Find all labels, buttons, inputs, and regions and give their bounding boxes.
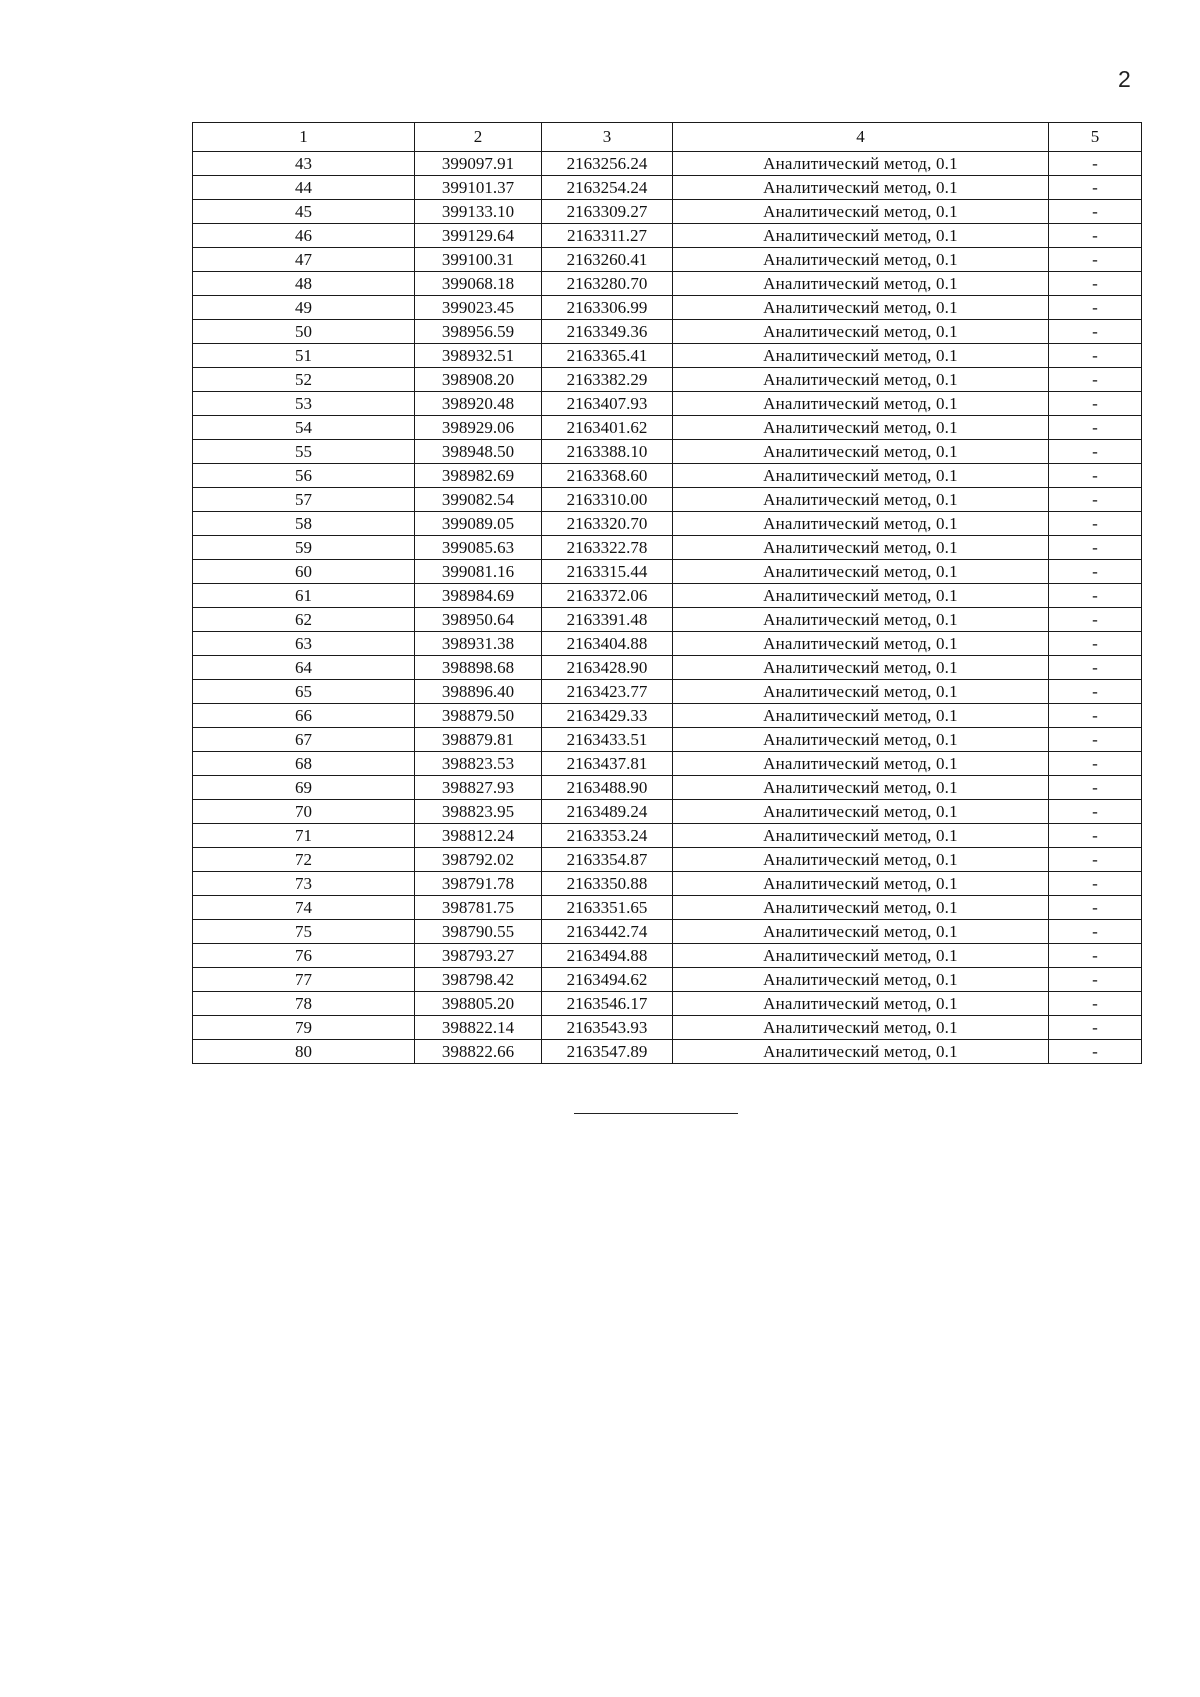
cell-x: 398956.59 (415, 320, 542, 344)
cell-method: Аналитический метод, 0.1 (673, 248, 1049, 272)
table-row (193, 512, 1142, 536)
cell-x: 398805.20 (415, 992, 542, 1016)
cell-y: 2163546.17 (542, 992, 673, 1016)
cell-point-number: 54 (193, 416, 415, 440)
cell-y: 2163350.88 (542, 872, 673, 896)
cell-description: - (1049, 728, 1142, 752)
cell-y: 2163437.81 (542, 752, 673, 776)
cell-y: 2163442.74 (542, 920, 673, 944)
cell-x: 398879.50 (415, 704, 542, 728)
table-row (193, 728, 1142, 752)
cell-x: 398791.78 (415, 872, 542, 896)
cell-method: Аналитический метод, 0.1 (673, 896, 1049, 920)
cell-x: 399068.18 (415, 272, 542, 296)
cell-method: Аналитический метод, 0.1 (673, 392, 1049, 416)
cell-method: Аналитический метод, 0.1 (673, 536, 1049, 560)
coordinates-table (192, 122, 1142, 1064)
cell-y: 2163407.93 (542, 392, 673, 416)
cell-y: 2163543.93 (542, 1016, 673, 1040)
table-row (193, 632, 1142, 656)
cell-description: - (1049, 992, 1142, 1016)
table-row (193, 560, 1142, 584)
cell-point-number: 46 (193, 224, 415, 248)
cell-method: Аналитический метод, 0.1 (673, 1016, 1049, 1040)
cell-method: Аналитический метод, 0.1 (673, 512, 1049, 536)
cell-x: 398879.81 (415, 728, 542, 752)
cell-x: 399100.31 (415, 248, 542, 272)
table-row (193, 896, 1142, 920)
cell-point-number: 72 (193, 848, 415, 872)
cell-y: 2163401.62 (542, 416, 673, 440)
cell-point-number: 53 (193, 392, 415, 416)
cell-description: - (1049, 920, 1142, 944)
table-row (193, 752, 1142, 776)
table-row (193, 1016, 1142, 1040)
cell-description: - (1049, 272, 1142, 296)
cell-x: 398790.55 (415, 920, 542, 944)
table-row (193, 920, 1142, 944)
cell-point-number: 63 (193, 632, 415, 656)
cell-description: - (1049, 584, 1142, 608)
cell-method: Аналитический метод, 0.1 (673, 656, 1049, 680)
cell-y: 2163311.27 (542, 224, 673, 248)
cell-method: Аналитический метод, 0.1 (673, 704, 1049, 728)
cell-point-number: 58 (193, 512, 415, 536)
cell-x: 398793.27 (415, 944, 542, 968)
cell-method: Аналитический метод, 0.1 (673, 680, 1049, 704)
table-row (193, 440, 1142, 464)
cell-y: 2163428.90 (542, 656, 673, 680)
table-row (193, 224, 1142, 248)
table-row (193, 152, 1142, 176)
table-row (193, 944, 1142, 968)
cell-method: Аналитический метод, 0.1 (673, 584, 1049, 608)
cell-point-number: 73 (193, 872, 415, 896)
cell-x: 399081.16 (415, 560, 542, 584)
cell-x: 398781.75 (415, 896, 542, 920)
cell-point-number: 79 (193, 1016, 415, 1040)
cell-point-number: 45 (193, 200, 415, 224)
cell-description: - (1049, 608, 1142, 632)
cell-method: Аналитический метод, 0.1 (673, 1040, 1049, 1064)
cell-y: 2163433.51 (542, 728, 673, 752)
cell-x: 399085.63 (415, 536, 542, 560)
cell-method: Аналитический метод, 0.1 (673, 728, 1049, 752)
cell-description: - (1049, 872, 1142, 896)
cell-method: Аналитический метод, 0.1 (673, 176, 1049, 200)
cell-method: Аналитический метод, 0.1 (673, 344, 1049, 368)
cell-method: Аналитический метод, 0.1 (673, 944, 1049, 968)
cell-method: Аналитический метод, 0.1 (673, 152, 1049, 176)
cell-x: 398798.42 (415, 968, 542, 992)
cell-y: 2163310.00 (542, 488, 673, 512)
cell-description: - (1049, 320, 1142, 344)
cell-x: 399101.37 (415, 176, 542, 200)
cell-description: - (1049, 1040, 1142, 1064)
cell-method: Аналитический метод, 0.1 (673, 920, 1049, 944)
cell-y: 2163354.87 (542, 848, 673, 872)
cell-method: Аналитический метод, 0.1 (673, 872, 1049, 896)
table-row (193, 584, 1142, 608)
cell-description: - (1049, 368, 1142, 392)
table-row (193, 272, 1142, 296)
cell-x: 398812.24 (415, 824, 542, 848)
cell-description: - (1049, 512, 1142, 536)
cell-point-number: 55 (193, 440, 415, 464)
cell-y: 2163382.29 (542, 368, 673, 392)
cell-description: - (1049, 896, 1142, 920)
cell-method: Аналитический метод, 0.1 (673, 368, 1049, 392)
cell-x: 399082.54 (415, 488, 542, 512)
table-row (193, 1040, 1142, 1064)
cell-x: 398929.06 (415, 416, 542, 440)
cell-method: Аналитический метод, 0.1 (673, 848, 1049, 872)
column-header-method: 4 (673, 123, 1049, 152)
table-row (193, 848, 1142, 872)
cell-description: - (1049, 656, 1142, 680)
cell-y: 2163404.88 (542, 632, 673, 656)
table-row (193, 824, 1142, 848)
cell-description: - (1049, 176, 1142, 200)
cell-x: 398948.50 (415, 440, 542, 464)
cell-y: 2163423.77 (542, 680, 673, 704)
cell-x: 399133.10 (415, 200, 542, 224)
cell-point-number: 80 (193, 1040, 415, 1064)
cell-point-number: 47 (193, 248, 415, 272)
cell-description: - (1049, 488, 1142, 512)
cell-y: 2163429.33 (542, 704, 673, 728)
table-row (193, 248, 1142, 272)
cell-y: 2163365.41 (542, 344, 673, 368)
cell-method: Аналитический метод, 0.1 (673, 800, 1049, 824)
table-row (193, 536, 1142, 560)
cell-point-number: 70 (193, 800, 415, 824)
cell-description: - (1049, 968, 1142, 992)
cell-method: Аналитический метод, 0.1 (673, 272, 1049, 296)
cell-description: - (1049, 824, 1142, 848)
table-row (193, 416, 1142, 440)
cell-y: 2163254.24 (542, 176, 673, 200)
cell-description: - (1049, 248, 1142, 272)
table-row (193, 656, 1142, 680)
cell-method: Аналитический метод, 0.1 (673, 824, 1049, 848)
cell-description: - (1049, 344, 1142, 368)
cell-point-number: 77 (193, 968, 415, 992)
cell-point-number: 51 (193, 344, 415, 368)
cell-point-number: 43 (193, 152, 415, 176)
page-number: 2 (1118, 66, 1131, 92)
cell-point-number: 69 (193, 776, 415, 800)
cell-point-number: 60 (193, 560, 415, 584)
cell-y: 2163488.90 (542, 776, 673, 800)
table-row (193, 608, 1142, 632)
cell-y: 2163351.65 (542, 896, 673, 920)
cell-description: - (1049, 752, 1142, 776)
table-row (193, 176, 1142, 200)
cell-point-number: 68 (193, 752, 415, 776)
cell-point-number: 65 (193, 680, 415, 704)
cell-x: 398896.40 (415, 680, 542, 704)
cell-y: 2163260.41 (542, 248, 673, 272)
column-header-y: 3 (542, 123, 673, 152)
cell-x: 398920.48 (415, 392, 542, 416)
cell-method: Аналитический метод, 0.1 (673, 296, 1049, 320)
cell-point-number: 61 (193, 584, 415, 608)
cell-x: 398792.02 (415, 848, 542, 872)
table-row (193, 296, 1142, 320)
cell-point-number: 64 (193, 656, 415, 680)
cell-y: 2163280.70 (542, 272, 673, 296)
cell-method: Аналитический метод, 0.1 (673, 416, 1049, 440)
table-row (193, 680, 1142, 704)
cell-y: 2163315.44 (542, 560, 673, 584)
cell-y: 2163349.36 (542, 320, 673, 344)
column-header-point-number: 1 (193, 123, 415, 152)
cell-y: 2163306.99 (542, 296, 673, 320)
cell-x: 399023.45 (415, 296, 542, 320)
table-row (193, 392, 1142, 416)
cell-point-number: 56 (193, 464, 415, 488)
cell-y: 2163368.60 (542, 464, 673, 488)
cell-method: Аналитический метод, 0.1 (673, 440, 1049, 464)
cell-x: 398822.66 (415, 1040, 542, 1064)
cell-method: Аналитический метод, 0.1 (673, 632, 1049, 656)
cell-y: 2163322.78 (542, 536, 673, 560)
cell-description: - (1049, 416, 1142, 440)
cell-method: Аналитический метод, 0.1 (673, 224, 1049, 248)
cell-x: 398982.69 (415, 464, 542, 488)
cell-method: Аналитический метод, 0.1 (673, 776, 1049, 800)
table-row (193, 968, 1142, 992)
cell-y: 2163489.24 (542, 800, 673, 824)
table-row (193, 464, 1142, 488)
table-row (193, 800, 1142, 824)
cell-method: Аналитический метод, 0.1 (673, 320, 1049, 344)
cell-y: 2163372.06 (542, 584, 673, 608)
cell-point-number: 75 (193, 920, 415, 944)
cell-x: 398823.53 (415, 752, 542, 776)
table-row (193, 776, 1142, 800)
cell-y: 2163309.27 (542, 200, 673, 224)
cell-method: Аналитический метод, 0.1 (673, 608, 1049, 632)
cell-x: 398984.69 (415, 584, 542, 608)
cell-y: 2163388.10 (542, 440, 673, 464)
table-row (193, 344, 1142, 368)
cell-y: 2163547.89 (542, 1040, 673, 1064)
table-row (193, 320, 1142, 344)
cell-y: 2163353.24 (542, 824, 673, 848)
column-header-description: 5 (1049, 123, 1142, 152)
table-row (193, 488, 1142, 512)
cell-description: - (1049, 800, 1142, 824)
cell-y: 2163494.62 (542, 968, 673, 992)
table-body (193, 152, 1142, 1064)
cell-point-number: 59 (193, 536, 415, 560)
cell-x: 398822.14 (415, 1016, 542, 1040)
cell-description: - (1049, 704, 1142, 728)
cell-y: 2163320.70 (542, 512, 673, 536)
cell-method: Аналитический метод, 0.1 (673, 464, 1049, 488)
cell-point-number: 76 (193, 944, 415, 968)
end-of-table-rule (574, 1113, 738, 1114)
cell-point-number: 71 (193, 824, 415, 848)
cell-x: 398827.93 (415, 776, 542, 800)
cell-x: 398950.64 (415, 608, 542, 632)
cell-method: Аналитический метод, 0.1 (673, 968, 1049, 992)
cell-method: Аналитический метод, 0.1 (673, 752, 1049, 776)
cell-y: 2163494.88 (542, 944, 673, 968)
cell-point-number: 67 (193, 728, 415, 752)
cell-point-number: 52 (193, 368, 415, 392)
cell-x: 398898.68 (415, 656, 542, 680)
cell-description: - (1049, 296, 1142, 320)
table-row (193, 200, 1142, 224)
cell-point-number: 62 (193, 608, 415, 632)
cell-description: - (1049, 536, 1142, 560)
cell-point-number: 48 (193, 272, 415, 296)
cell-description: - (1049, 776, 1142, 800)
cell-x: 398823.95 (415, 800, 542, 824)
cell-x: 399129.64 (415, 224, 542, 248)
cell-description: - (1049, 632, 1142, 656)
cell-y: 2163391.48 (542, 608, 673, 632)
cell-description: - (1049, 944, 1142, 968)
cell-point-number: 74 (193, 896, 415, 920)
cell-x: 399097.91 (415, 152, 542, 176)
cell-description: - (1049, 200, 1142, 224)
cell-description: - (1049, 464, 1142, 488)
table-header-row (193, 123, 1142, 152)
cell-description: - (1049, 392, 1142, 416)
cell-description: - (1049, 1016, 1142, 1040)
cell-point-number: 66 (193, 704, 415, 728)
table-row (193, 992, 1142, 1016)
cell-description: - (1049, 152, 1142, 176)
column-header-x: 2 (415, 123, 542, 152)
table-row (193, 704, 1142, 728)
cell-point-number: 44 (193, 176, 415, 200)
cell-method: Аналитический метод, 0.1 (673, 200, 1049, 224)
cell-method: Аналитический метод, 0.1 (673, 560, 1049, 584)
cell-x: 398932.51 (415, 344, 542, 368)
table-row (193, 872, 1142, 896)
cell-method: Аналитический метод, 0.1 (673, 488, 1049, 512)
cell-method: Аналитический метод, 0.1 (673, 992, 1049, 1016)
cell-point-number: 50 (193, 320, 415, 344)
cell-description: - (1049, 224, 1142, 248)
cell-description: - (1049, 440, 1142, 464)
cell-description: - (1049, 680, 1142, 704)
cell-x: 398908.20 (415, 368, 542, 392)
cell-point-number: 57 (193, 488, 415, 512)
cell-description: - (1049, 848, 1142, 872)
cell-description: - (1049, 560, 1142, 584)
cell-x: 399089.05 (415, 512, 542, 536)
cell-x: 398931.38 (415, 632, 542, 656)
cell-y: 2163256.24 (542, 152, 673, 176)
cell-point-number: 49 (193, 296, 415, 320)
cell-point-number: 78 (193, 992, 415, 1016)
table-row (193, 368, 1142, 392)
